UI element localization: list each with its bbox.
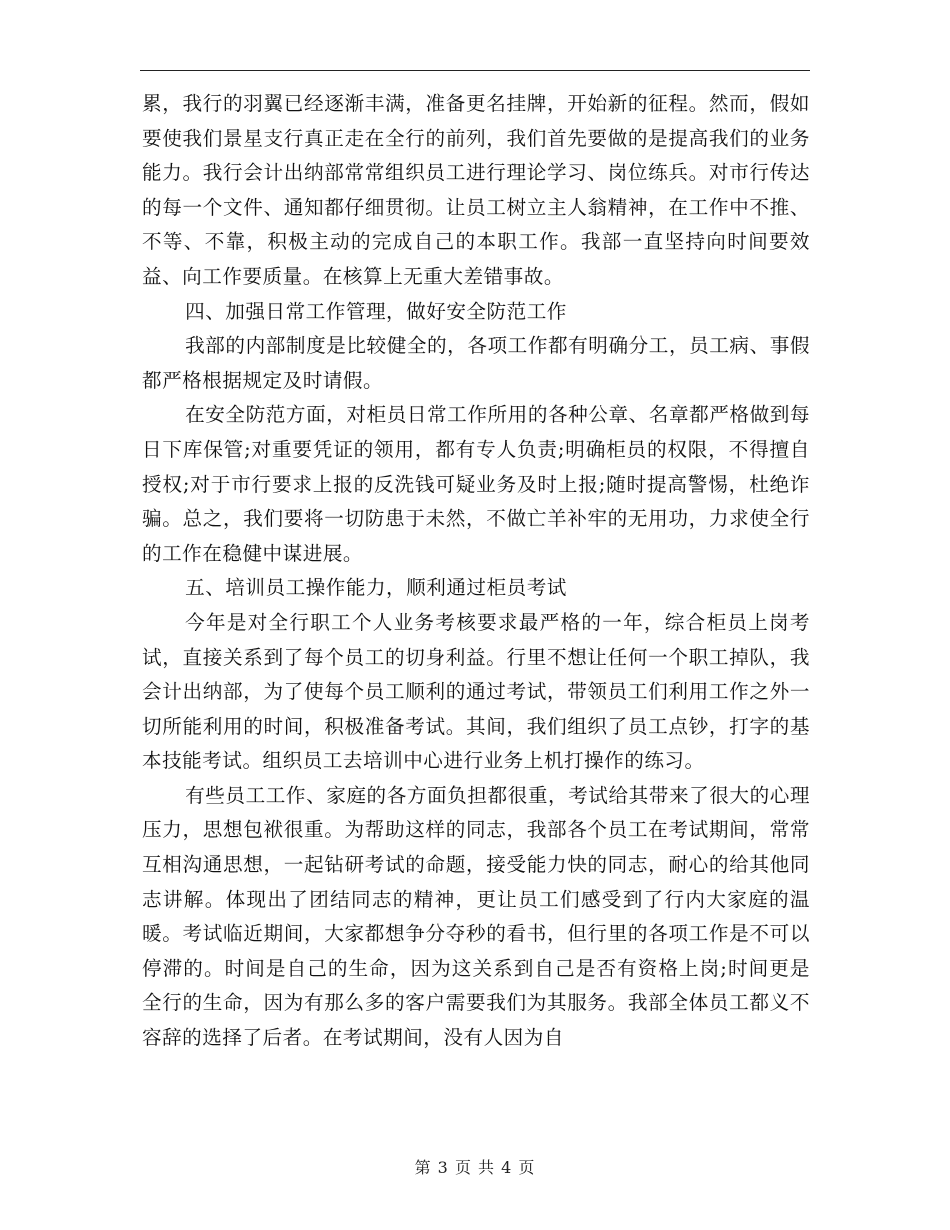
body-text (142, 87, 810, 1056)
paragraph: 今年是对全行职工个人业务考核要求最严格的一年，综合柜员上岗考试，直接关系到了每个员工的切身利益。行里不想让任何一个职工掉队，我会计出纳部，为了使每个员工顺利的通过考试，带领员工们利用工作之外一切所能利用的时间，积极准备考试。其间，我们组织了员工点钞，打字的基本技能考试。组织员工去培训中心进行业务上机打操作的练习。 (142, 610, 810, 773)
section-heading-four: 四、加强日常工作管理，做好安全防范工作 (185, 299, 567, 323)
header-rule (140, 70, 810, 71)
paragraph: 有些员工工作、家庭的各方面负担都很重，考试给其带来了很大的心理压力，思想包袱很重。为帮助这样的同志，我部各个员工在考试期间，常常互相沟通思想，一起钻研考试的命题，接受能力快的同志，耐心的给其他同志讲解。体现出了团结同志的精神，更让员工们感受到了行内大家庭的温暖。考试临近期间，大家都想争分夺秒的看书，但行里的各项工作是不可以停滞的。时间是自己的生命，因为这关系到自己是否有资格上岗;时间更是全行的生命，因为有那么多的客户需要我们为其服务。我部全体员工都义不容辞的选择了后者。在考试期间，没有人因为自 (142, 783, 810, 1050)
paragraph: 我部的内部制度是比较健全的，各项工作都有明确分工，员工病、事假都严格根据规定及时请假。 (142, 334, 810, 392)
section-heading-five: 五、培训员工操作能力，顺利通过柜员考试 (185, 576, 567, 600)
paragraph: 在安全防范方面，对柜员日常工作所用的各种公章、名章都严格做到每日下库保管;对重要凭证的领用，都有专人负责;明确柜员的权限，不得擅自授权;对于市行要求上报的反洗钱可疑业务及时上报;随时提高警惕，杜绝诈骗。总之，我们要将一切防患于未然，不做亡羊补牢的无用功，力求使全行的工作在稳健中谋进展。 (142, 403, 810, 565)
paragraph: 累，我行的羽翼已经逐渐丰满，准备更名挂牌，开始新的征程。然而，假如要使我们景星支行真正走在全行的前列，我们首先要做的是提高我们的业务能力。我行会计出纳部常常组织员工进行理论学习、岗位练兵。对市行传达的每一个文件、通知都仔细贯彻。让员工树立主人翁精神，在工作中不推、不等、不靠，积极主动的完成自己的本职工作。我部一直坚持向时间要效益、向工作要质量。在核算上无重大差错事故。 (142, 92, 810, 288)
page-number-footer: 第 3 页 共 4 页 (414, 1158, 536, 1177)
